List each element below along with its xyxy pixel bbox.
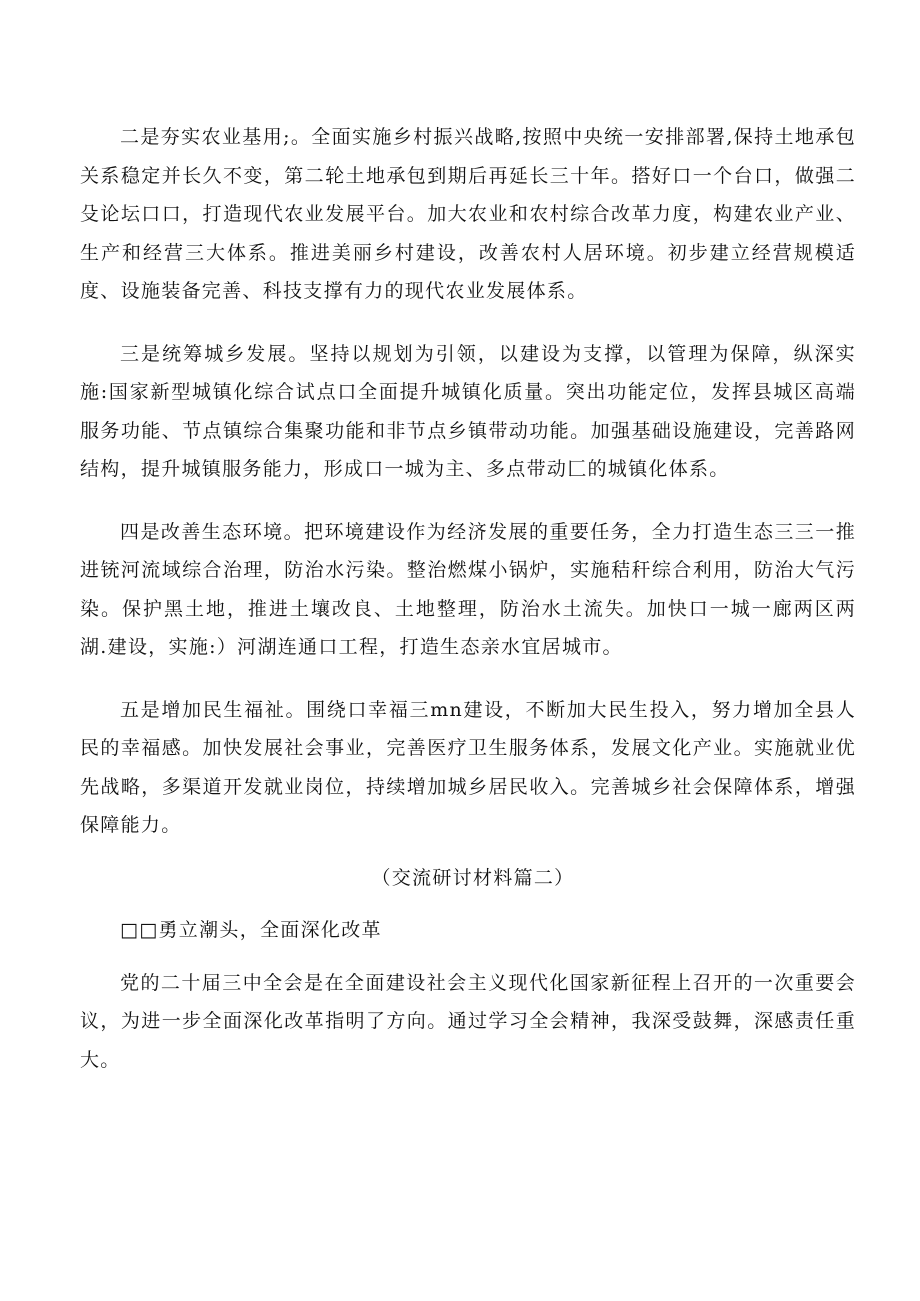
paragraph-urban-rural: 三是统筹城乡发展。坚持以规划为引领，以建设为支撑，以管理为保障，纵深实施:国家新型城镇化综合试点口全面提升城镇化质量。突出功能定位，发挥县城区高端服务功能、节点镇综合集聚功能和非节点乡镇带动功能。加强基础设施建设，完善路网结构，提升城镇服务能力，形成口一城为主、多点带动匚的城镇化体系。 <box>80 342 856 480</box>
paragraph-agriculture: 二是夯实农业基用;。全面实施乡村振兴战略,按照中央统一安排部署,保持土地承包关系稳定并长久不变，第二轮土地承包到期后再延长三十年。搭好口一个台口，做强二殳论坛口口，打造现代农业发展平台。加大农业和农村综合改革力度，构建农业产业、生产和经营三大体系。推进美丽乡村建设，改善农村人居环境。初步建立经营规模适度、设施装备完善、科技支撑有力的现代农业发展体系。 <box>80 126 856 302</box>
paragraph-gap <box>80 845 856 859</box>
paragraph-gap <box>80 489 856 513</box>
paragraph-livelihood: 五是增加民生福祉。围绕口幸福三mn建设，不断加大民生投入，努力增加全县人民的幸福感。加快发展社会事业，完善医疗卫生服务体系，发展文化产业。实施就业优先战略，多渠道开发就业岗位，持续增加城乡居民收入。完善城乡社会保障体系，增强保障能力。 <box>80 698 856 836</box>
paragraph-closing: 党的二十届三中全会是在全面建设社会主义现代化国家新征程上召开的一次重要会议，为进一步全面深化改革指明了方向。通过学习全会精神，我深受鼓舞，深感责任重大。 <box>80 971 856 1071</box>
paragraph-ecology: 四是改善生态环境。把环境建设作为经济发展的重要任务，全力打造生态三三一推进铳河流域综合治理，防治水污染。整治燃煤小锅炉，实施秸秆综合利用，防治大气污染。保护黑土地，推进土壤改良、土地整理，防治水土流失。加快口一城一廊两区两湖.建设，实施:）河湖连通口工程，打造生态亲水宜居城市。 <box>80 520 856 658</box>
section-title: （交流研讨材料篇二） <box>371 866 575 889</box>
paragraph-gap <box>80 897 856 911</box>
paragraph-gap <box>80 667 856 691</box>
document-body <box>80 118 856 1079</box>
paragraph-gap <box>80 311 856 335</box>
paragraph-gap <box>80 950 856 964</box>
subheading: □□勇立潮头，全面深化改革 <box>120 919 382 941</box>
